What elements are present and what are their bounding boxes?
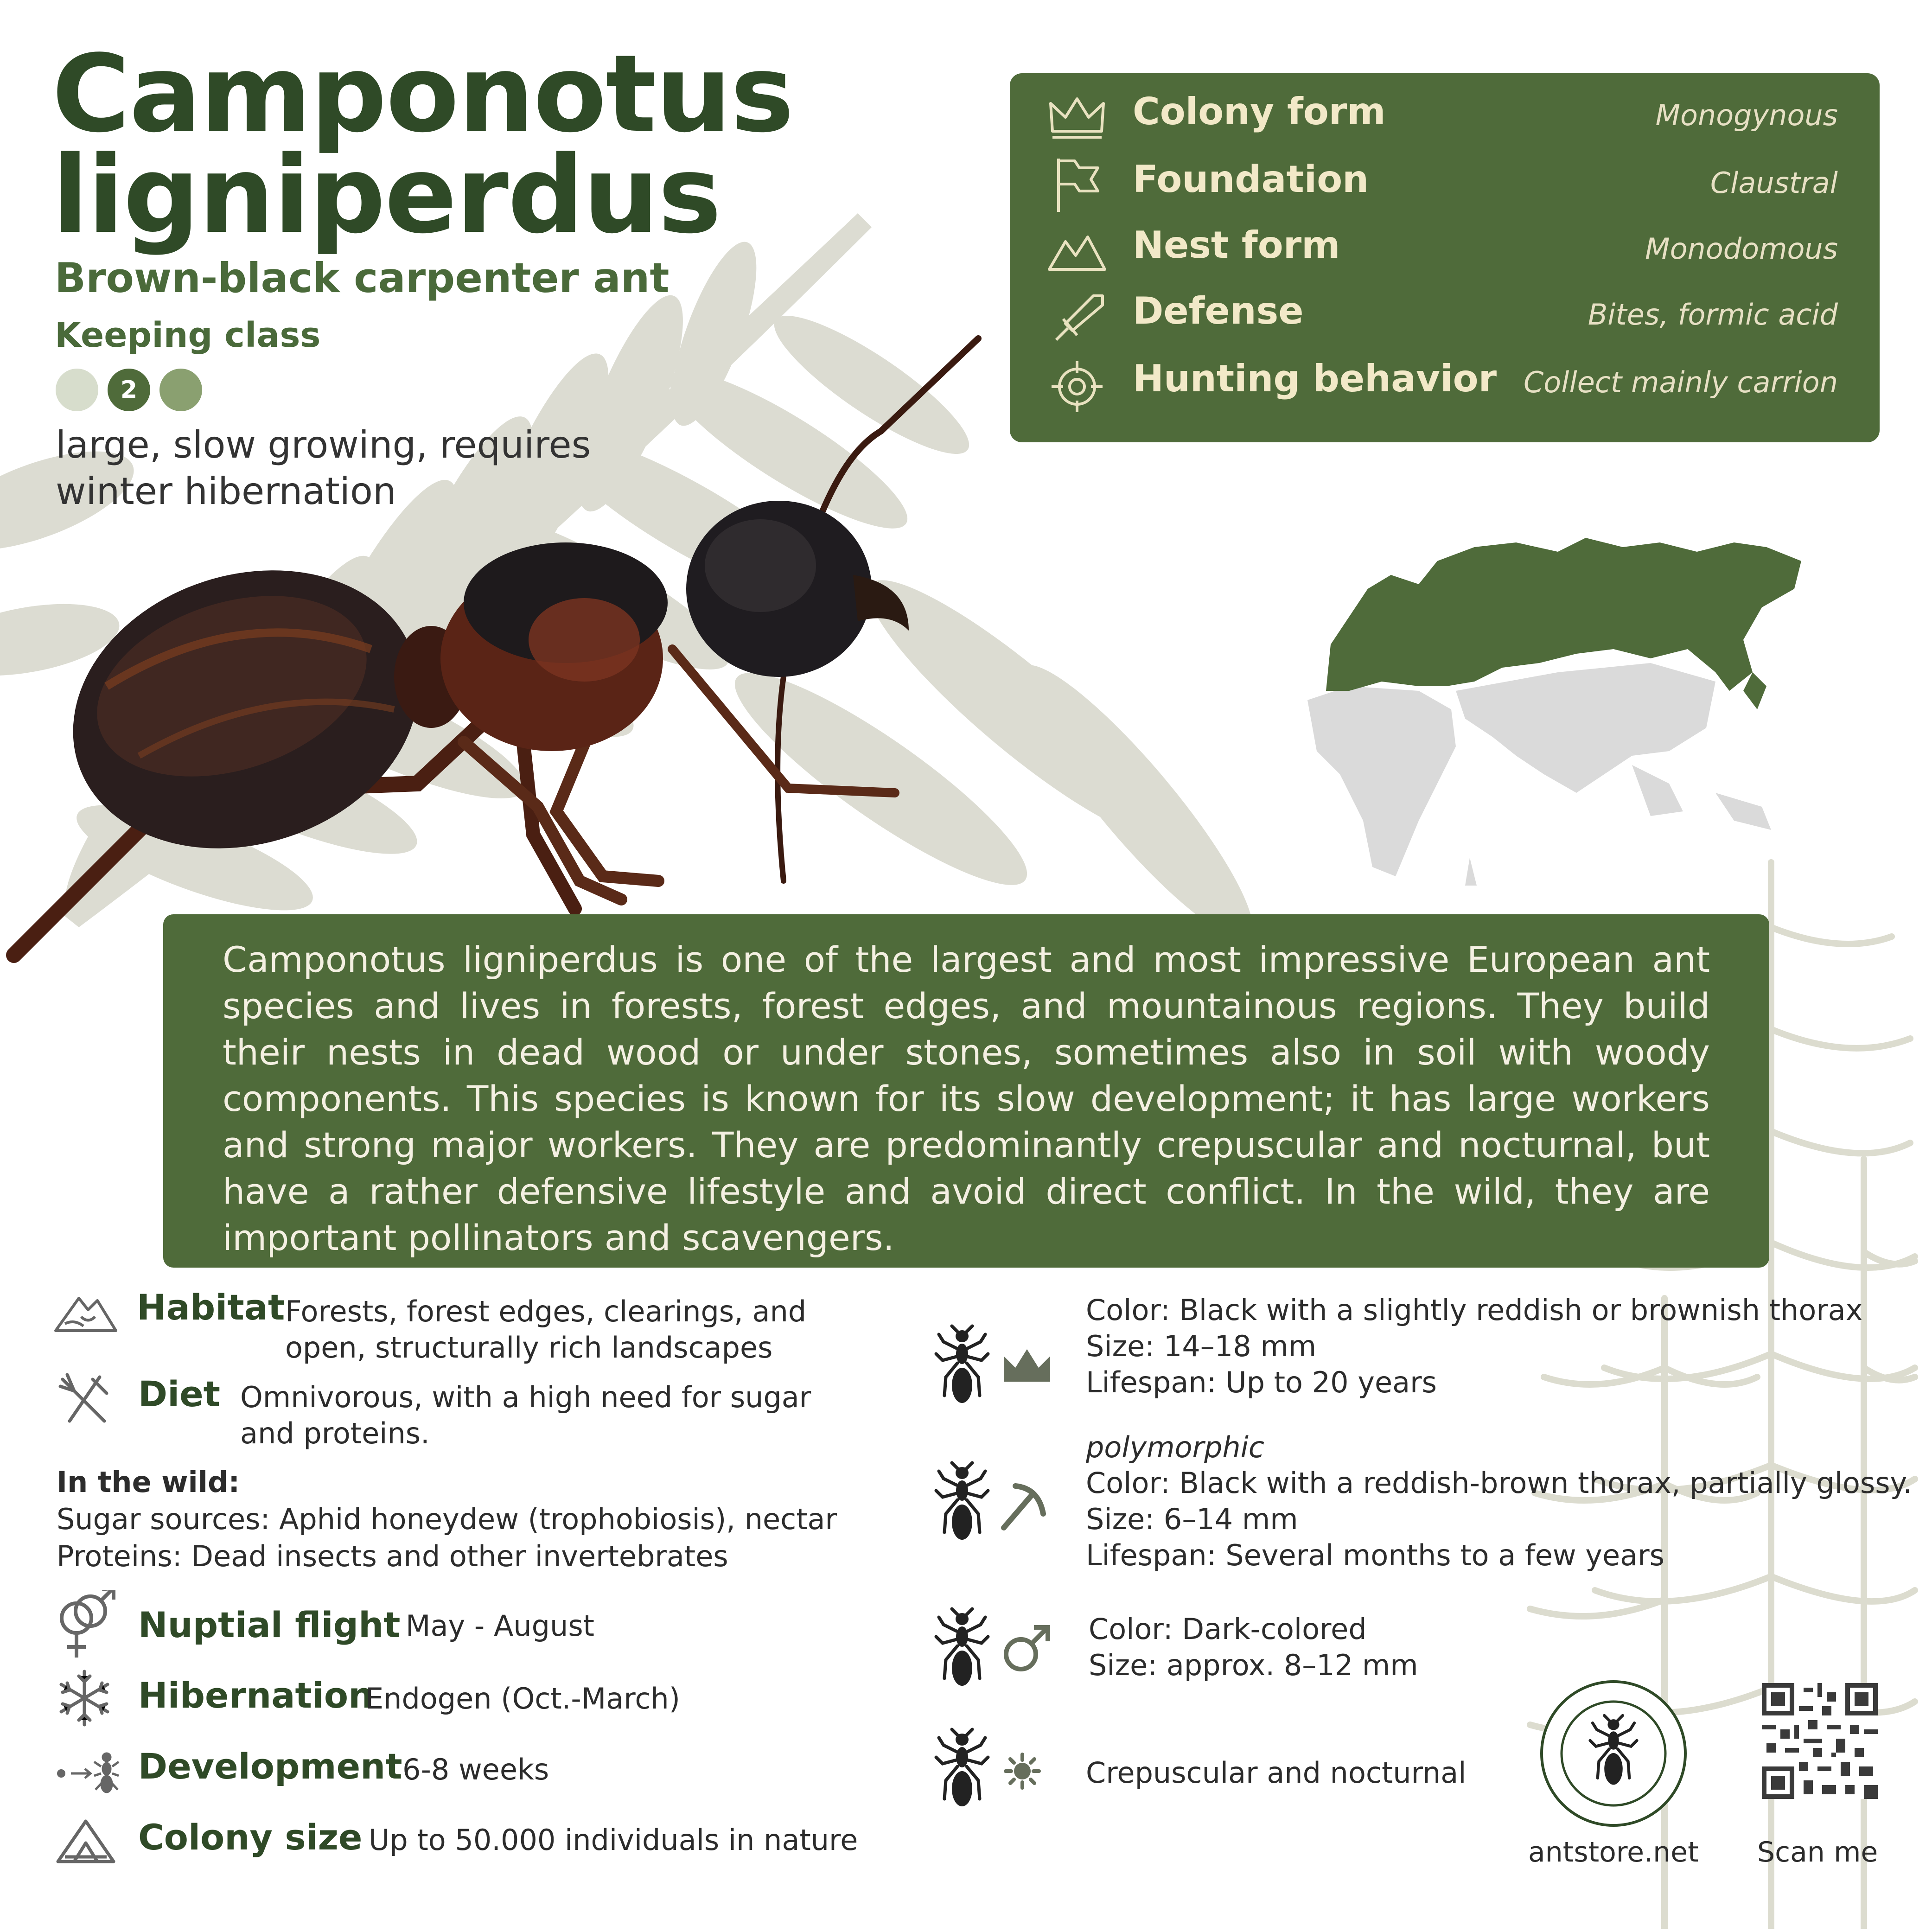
- nuptial-flight-label: Nuptial flight: [138, 1604, 401, 1645]
- queen-lifespan: Lifespan: Up to 20 years: [1086, 1365, 1437, 1399]
- fact-row-foundation: [1010, 149, 1880, 214]
- worker-ant-icon: [934, 1456, 990, 1549]
- species-description-panel: [163, 914, 1769, 1268]
- activity-text: Crepuscular and nocturnal: [1086, 1756, 1467, 1790]
- queen-color: Color: Black with a slightly reddish or brownish thorax: [1086, 1293, 1863, 1327]
- fact-row-hunting-behavior: [1010, 349, 1880, 414]
- development-value: 6-8 weeks: [402, 1753, 549, 1786]
- worker-color: Color: Black with a reddish-brown thorax, partially glossy.: [1086, 1466, 1913, 1500]
- ant-illustration: [0, 325, 997, 974]
- sugar-sources: Sugar sources: Aphid honeydew (trophobiosis), nectar: [57, 1502, 837, 1536]
- fact-value: Monogynous: [1655, 98, 1838, 132]
- habitat-icon: [53, 1284, 118, 1335]
- fact-label: Defense: [1133, 289, 1304, 332]
- colony-size-value: Up to 50.000 individuals in nature: [369, 1823, 858, 1857]
- species-title: Camponotus ligniperdus: [52, 32, 793, 257]
- fact-row-defense: [1010, 281, 1880, 346]
- worker-polymorphic: polymorphic: [1086, 1430, 1264, 1464]
- crown-icon: [1047, 92, 1107, 143]
- fact-label: Foundation: [1133, 158, 1369, 201]
- crosshair-icon: [1047, 359, 1107, 414]
- fact-row-colony-form: [1010, 82, 1880, 147]
- protein-sources: Proteins: Dead insects and other invertebrates: [57, 1539, 728, 1573]
- queen-ant-icon: [934, 1319, 990, 1412]
- keeping-level: 2: [120, 376, 138, 404]
- habitat-value: Forests, forest edges, clearings, and open, structurally rich landscapes: [285, 1294, 807, 1365]
- development-icon: [55, 1748, 120, 1794]
- common-name: Brown-black carpenter ant: [55, 254, 670, 302]
- queen-size: Size: 14–18 mm: [1086, 1329, 1317, 1363]
- website-link[interactable]: antstore.net: [1528, 1836, 1699, 1868]
- sun-icon: [1004, 1753, 1041, 1790]
- keeping-class-label: Keeping class: [55, 315, 321, 355]
- worker-size: Size: 6–14 mm: [1086, 1502, 1298, 1536]
- gender-icon: [53, 1590, 118, 1660]
- scan-me-label: Scan me: [1757, 1836, 1878, 1868]
- antstore-logo: [1538, 1678, 1689, 1829]
- crown-icon: [1001, 1347, 1052, 1384]
- mound-icon: [1047, 225, 1107, 276]
- male-color: Color: Dark-colored: [1089, 1612, 1367, 1646]
- fact-row-nest-form: [1010, 215, 1880, 280]
- male-icon: [1001, 1623, 1052, 1674]
- worker-lifespan: Lifespan: Several months to a few years: [1086, 1538, 1664, 1572]
- cutlery-icon: [56, 1372, 111, 1428]
- qr-code[interactable]: [1762, 1683, 1878, 1799]
- pickaxe-icon: [997, 1481, 1048, 1532]
- diet-label: Diet: [138, 1373, 221, 1415]
- male-ant-icon: [934, 1602, 990, 1695]
- development-label: Development: [138, 1746, 402, 1787]
- hibernation-value: Endogen (Oct.-March): [365, 1682, 680, 1715]
- flag-icon: [1047, 154, 1107, 214]
- in-the-wild-label: In the wild:: [57, 1465, 240, 1499]
- male-size: Size: approx. 8–12 mm: [1089, 1648, 1418, 1682]
- fact-label: Nest form: [1133, 223, 1340, 267]
- colony-size-label: Colony size: [138, 1817, 363, 1858]
- diet-value: Omnivorous, with a high need for sugar and proteins.: [240, 1380, 811, 1450]
- tent-icon: [56, 1817, 116, 1864]
- nuptial-flight-value: May - August: [406, 1609, 594, 1643]
- hibernation-label: Hibernation: [138, 1675, 374, 1716]
- distribution-map: [1298, 533, 1808, 886]
- fact-label: Hunting behavior: [1133, 357, 1497, 400]
- colony-facts-panel: [1010, 73, 1880, 442]
- keeping-class-description: large, slow growing, requires winter hibernation: [56, 423, 591, 513]
- activity-ant-icon: [934, 1722, 990, 1815]
- fact-value: Monodomous: [1645, 232, 1838, 266]
- fact-label: Colony form: [1133, 90, 1386, 133]
- fact-value: Claustral: [1710, 166, 1838, 200]
- snowflake-icon: [56, 1669, 114, 1727]
- species-description: Camponotus ligniperdus is one of the largest and most impressive European ant species and lives in forests, forest edges, and mountainous regions. They build their nests in dead wood or under stones, sometimes also in soil with woody components. This species is known for its slow development; it has large workers and strong major workers. They are predominantly crepuscular and nocturnal, but have a rather defensive lifestyle and avoid direct conflict. In the wild, they are important pollinators and scavengers.: [223, 939, 1710, 1258]
- habitat-label: Habitat: [137, 1287, 285, 1328]
- fact-value: Bites, formic acid: [1588, 298, 1838, 332]
- fact-value: Collect mainly carrion: [1524, 365, 1838, 399]
- sword-icon: [1047, 291, 1107, 342]
